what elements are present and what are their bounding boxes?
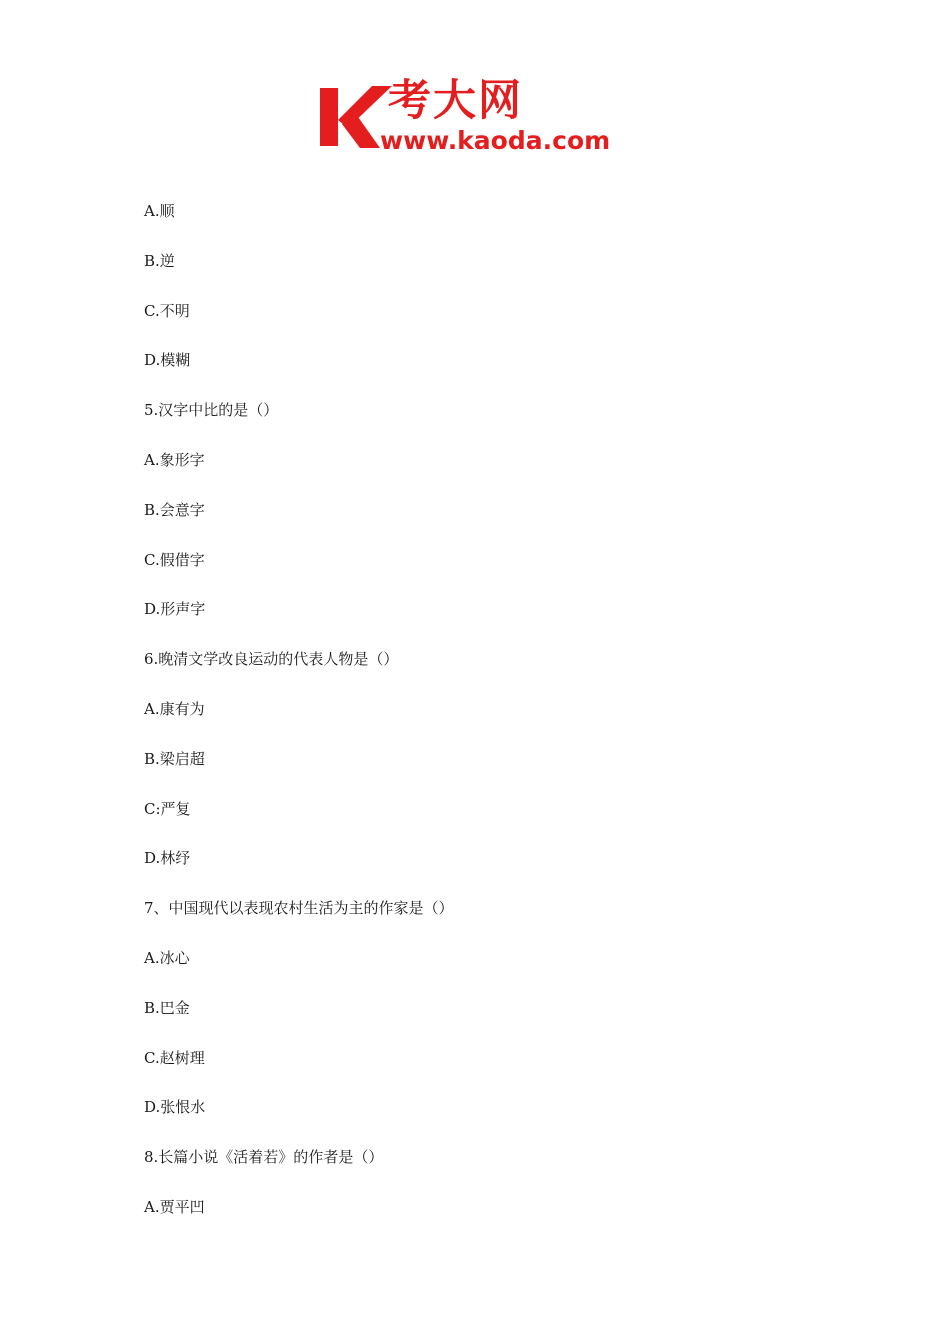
logo-brand-name: 考大网 [388, 76, 523, 126]
option-d: D.模糊 [144, 351, 191, 370]
question-7: 7、中国现代以表现农村生活为主的作家是（） [144, 899, 454, 918]
question-7-option-b: B.巴金 [144, 998, 190, 1017]
option-c: C.不明 [144, 301, 190, 320]
question-7-option-a: A.冰心 [144, 948, 190, 967]
question-list [144, 198, 844, 1244]
question-8-option-a: A.贾平凹 [144, 1197, 205, 1216]
question-5: 5.汉字中比的是（） [144, 401, 279, 420]
option-a: A.顺 [144, 202, 175, 220]
question-6-option-d: D.林纾 [144, 849, 191, 868]
question-5-option-a: A.象形字 [144, 450, 205, 469]
kaoda-logo [318, 78, 640, 162]
question-6-option-c: C:严复 [144, 799, 191, 818]
question-5-option-c: C.假借字 [144, 550, 205, 569]
option-b: B.逆 [144, 251, 175, 270]
question-6-option-a: A.康有为 [144, 699, 205, 718]
logo-brand-url: www.kaoda.com [380, 126, 611, 155]
question-8: 8.长篇小说《活着若》的作者是（） [144, 1148, 384, 1167]
question-6-option-b: B.梁启超 [144, 749, 205, 768]
question-6: 6.晚清文学改良运动的代表人物是（） [144, 650, 399, 669]
question-7-option-d: D.张恨水 [144, 1098, 206, 1117]
question-5-option-d: D.形声字 [144, 600, 206, 619]
question-7-option-c: C.赵树理 [144, 1048, 205, 1067]
question-5-option-b: B.会意字 [144, 500, 205, 519]
